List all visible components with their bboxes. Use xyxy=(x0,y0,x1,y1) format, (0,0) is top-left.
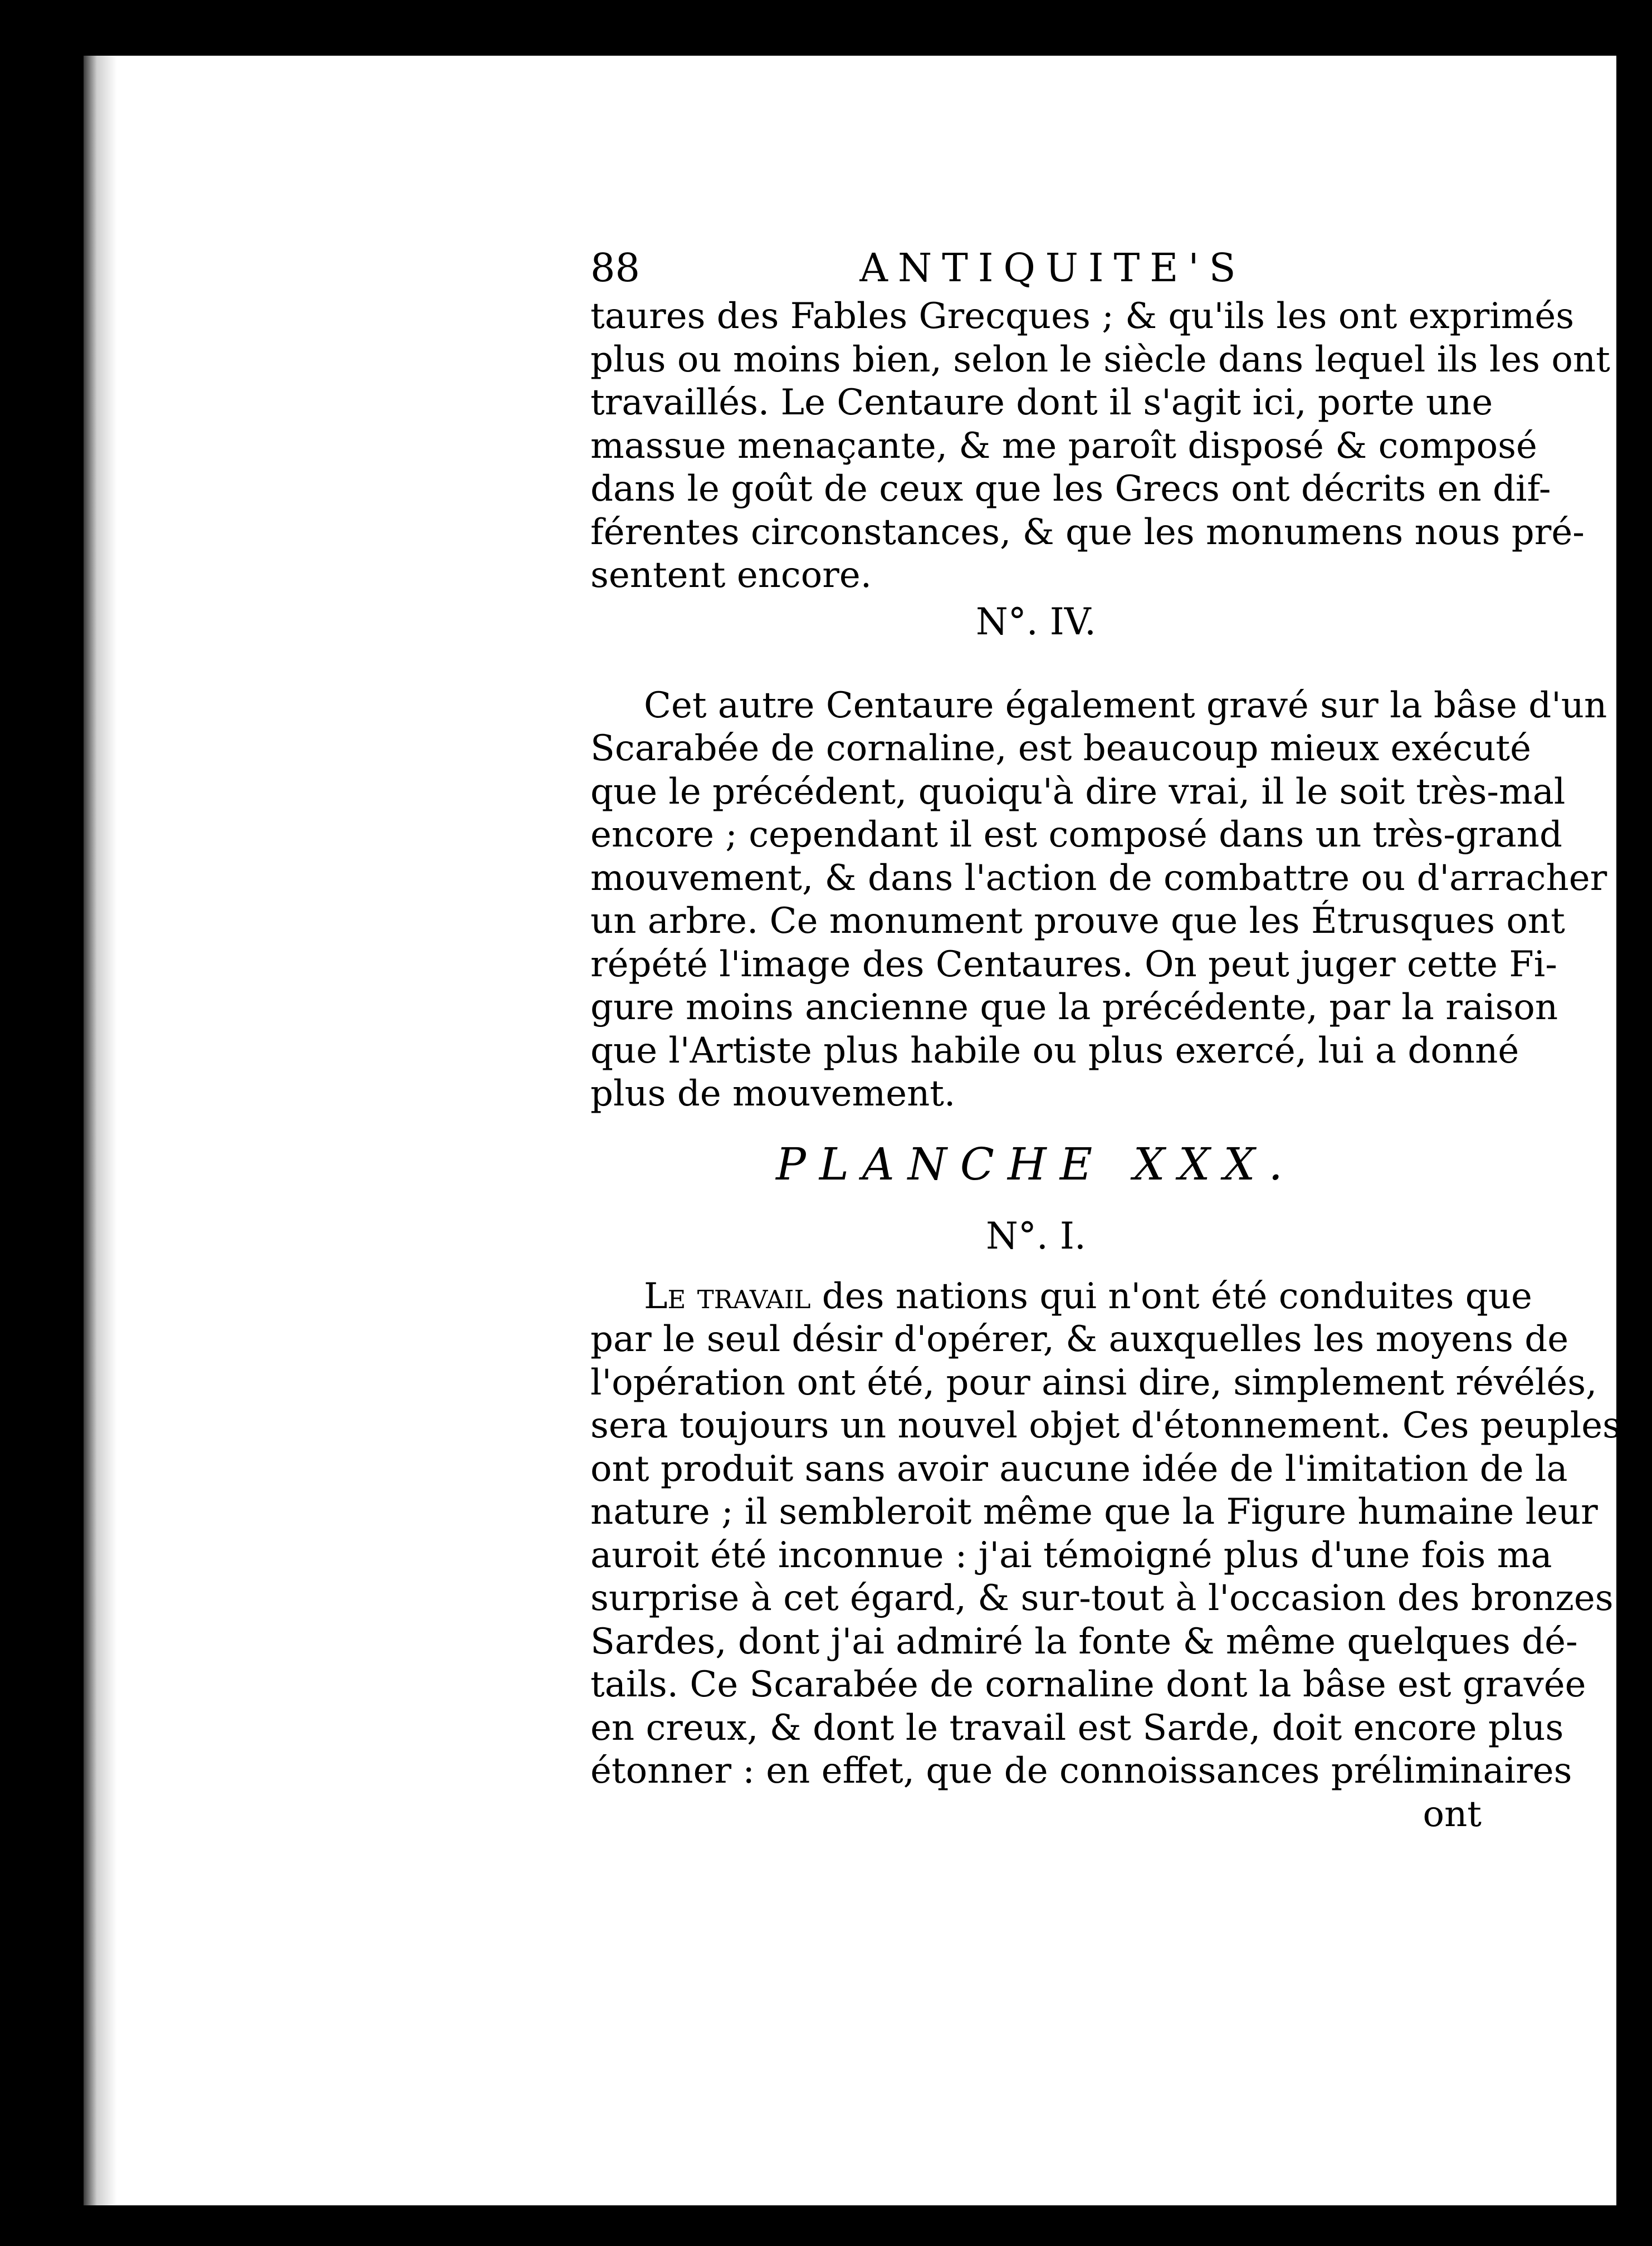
text-line: férentes circonstances, & que les monumens nous pré- xyxy=(590,511,1585,553)
plate-title: PLANCHE XXX. xyxy=(776,1138,1296,1190)
text-line: auroit été inconnue : j'ai témoigné plus d'une fois ma xyxy=(590,1534,1552,1576)
text-line: encore ; cependant il est composé dans un très-grand xyxy=(590,814,1562,855)
paragraph-centaure-grec xyxy=(590,295,1610,598)
text-line: par le seul désir d'opérer, & auxquelles les moyens de xyxy=(590,1319,1569,1360)
text-line: mouvement, & dans l'action de combattre ou d'arracher xyxy=(590,857,1607,899)
text-line: gure moins ancienne que la précédente, par la raison xyxy=(590,987,1558,1028)
catchword: ont xyxy=(1423,1793,1482,1835)
text-line: Sardes, dont j'ai admiré la fonte & même quelques dé- xyxy=(590,1621,1578,1662)
page-number: 88 xyxy=(590,245,641,291)
text-line: que l'Artiste plus habile ou plus exercé, lui a donné xyxy=(590,1030,1519,1071)
text-line: un arbre. Ce monument prouve que les Étrusques ont xyxy=(590,901,1565,942)
paragraph-travail-sarde xyxy=(590,1275,1621,1793)
section-heading-no-iv: N°. IV. xyxy=(976,600,1096,643)
text-line-first xyxy=(590,1275,1532,1319)
text-line: plus de mouvement. xyxy=(590,1073,956,1114)
first-line-rest: des nations qui n'ont été conduites que xyxy=(810,1275,1532,1317)
section-heading-no-i: N°. I. xyxy=(986,1214,1086,1257)
text-line: nature ; il sembleroit même que la Figure humaine leur xyxy=(590,1491,1598,1533)
text-line: tails. Ce Scarabée de cornaline dont la bâse est gravée xyxy=(590,1664,1586,1705)
page-binding-edge xyxy=(84,56,117,2205)
paragraph-centaure-etrusque xyxy=(590,684,1607,1116)
text-line: l'opération ont été, pour ainsi dire, simplement révélés, xyxy=(590,1362,1597,1403)
text-line: sentent encore. xyxy=(590,555,872,596)
page-text-block xyxy=(590,241,1621,1836)
running-title: ANTIQUITE'S xyxy=(859,245,1246,291)
text-line: plus ou moins bien, selon le siècle dans lequel ils les ont xyxy=(590,339,1610,380)
text-line: Scarabée de cornaline, est beaucoup mieux exécuté xyxy=(590,728,1531,769)
text-line: sera toujours un nouvel objet d'étonnement. Ces peuples xyxy=(590,1405,1621,1446)
text-line: massue menaçante, & me paroît disposé & composé xyxy=(590,425,1537,467)
text-line: travaillés. Le Centaure dont il s'agit ici, porte une xyxy=(590,382,1493,423)
opening-words: Le travail xyxy=(644,1275,811,1317)
text-line: dans le goût de ceux que les Grecs ont décrits en dif- xyxy=(590,468,1551,510)
text-line: répété l'image des Centaures. On peut juger cette Fi- xyxy=(590,943,1557,985)
text-line: ont produit sans avoir aucune idée de l'imitation de la xyxy=(590,1448,1568,1490)
text-line: que le précédent, quoiqu'à dire vrai, il le soit très-mal xyxy=(590,771,1566,813)
running-head xyxy=(590,241,1482,295)
text-line: Cet autre Centaure également gravé sur la bâse d'un xyxy=(644,684,1607,726)
text-line: étonner : en effet, que de connoissances préliminaires xyxy=(590,1750,1572,1792)
text-line: surprise à cet égard, & sur-tout à l'occasion des bronzes xyxy=(590,1578,1614,1619)
text-line: taures des Fables Grecques ; & qu'ils les ont exprimés xyxy=(590,296,1575,337)
text-line: en creux, & dont le travail est Sarde, doit encore plus xyxy=(590,1707,1564,1749)
